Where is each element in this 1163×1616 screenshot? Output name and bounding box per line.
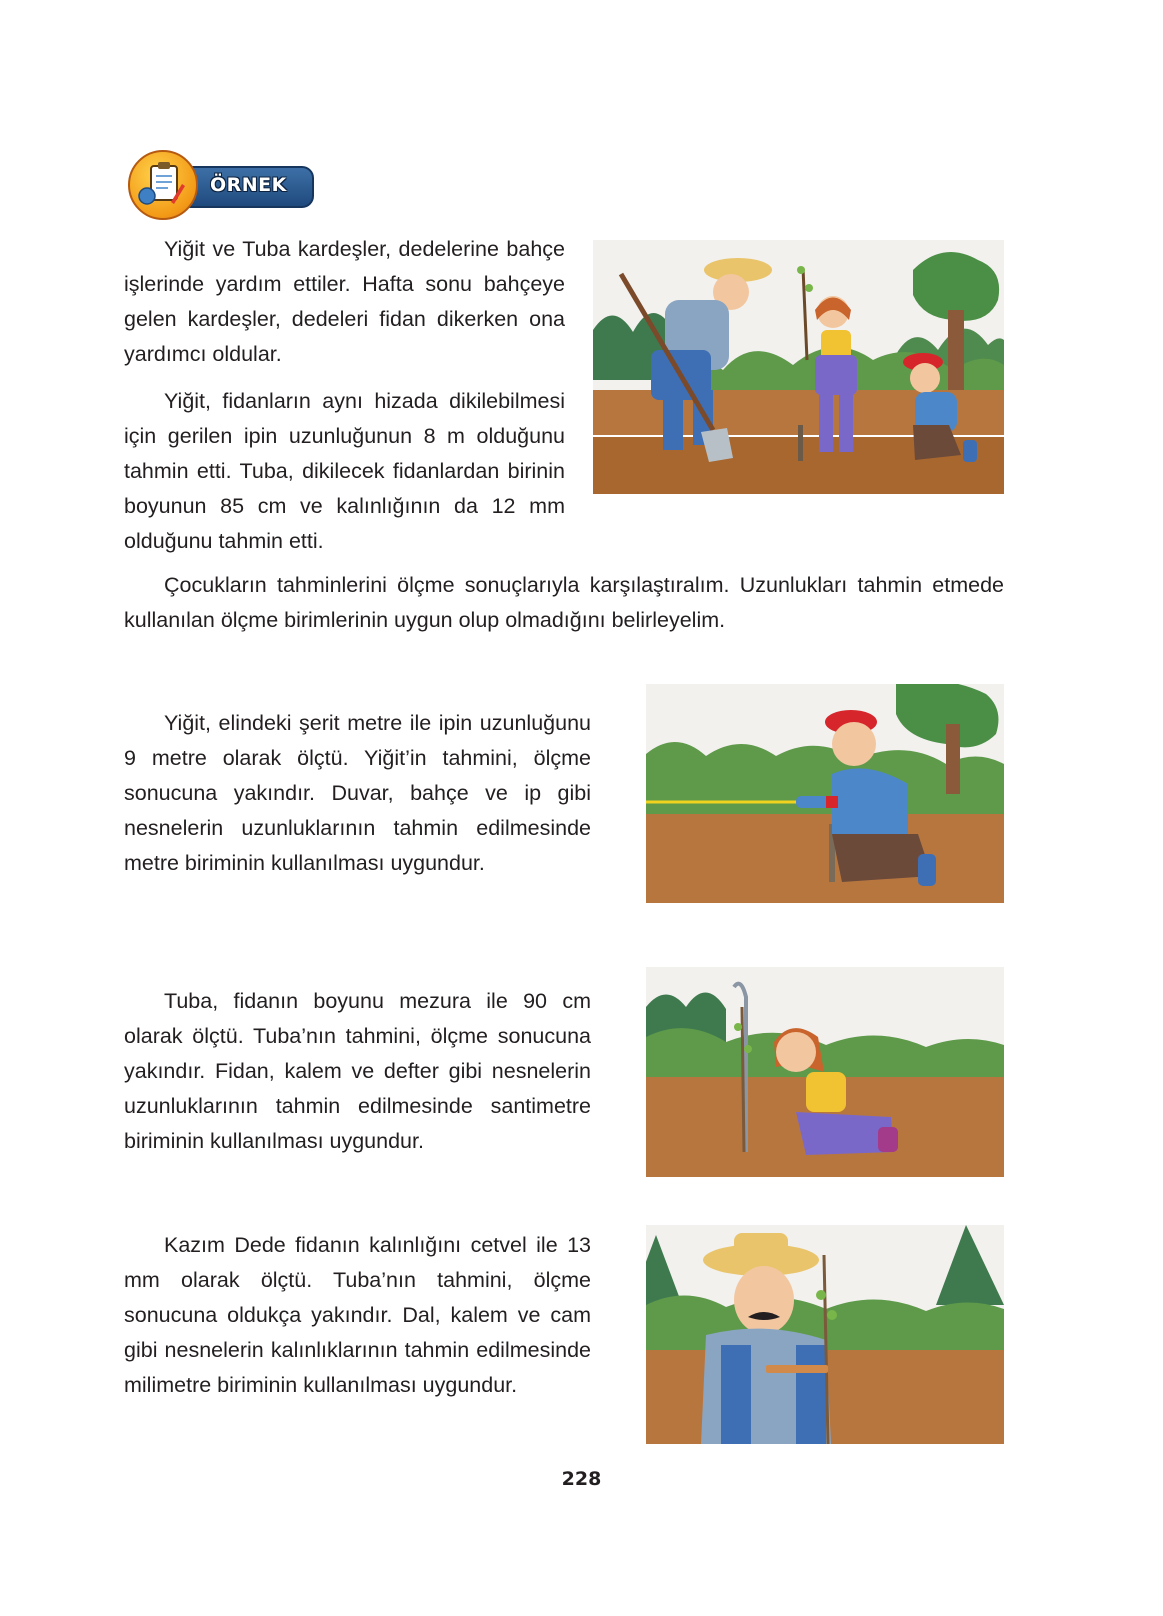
task-paragraph: Çocukların tahminlerini ölçme sonuçlarıyla karşılaştıralım. Uzunlukları tahmin etmede kullanılan ölçme birimlerinin uygun olup olmadığını belirleyelim. — [124, 573, 1004, 632]
badge-label: ÖRNEK — [210, 174, 287, 196]
clipboard-icon — [128, 150, 198, 220]
tape-measure-sapling-illustration — [646, 967, 1004, 1177]
garden-planting-illustration — [593, 240, 1004, 494]
tape-measure-illustration — [646, 684, 1004, 903]
intro-paragraph-1: Yiğit ve Tuba kardeşler, dedelerine bahçe işlerinde yardım ettiler. Hafta sonu bahçeye gelen kardeşler, dedeleri fidan dikerken ona yardımcı oldular. — [124, 237, 565, 366]
millimeter-paragraph: Kazım Dede fidanın kalınlığını cetvel ile 13 mm olarak ölçtü. Tuba’nın tahmini, ölçme sonucuna oldukça yakındır. Dal, kalem ve cam gibi nesnelerin kalınlıklarının tahmin edilmesinde milimetre biriminin kullanılması uygundur. — [124, 1233, 591, 1397]
ruler-thickness-illustration — [646, 1225, 1004, 1444]
meter-paragraph: Yiğit, elindeki şerit metre ile ipin uzunluğunu 9 metre olarak ölçtü. Yiğit’in tahmini, ölçme sonucuna yakındır. Duvar, bahçe ve ip gibi nesnelerin uzunluklarının tahmin edilmesinde metre biriminin kullanılması uygundur. — [124, 711, 591, 875]
example-badge — [128, 150, 313, 220]
intro-paragraph-2: Yiğit, fidanların aynı hizada dikilebilmesi için gerilen ipin uzunluğunun 8 m olduğunu tahmin etti. Tuba, dikilecek fidanlardan birinin boyunun 85 cm ve kalınlığının da 12 mm olduğunu tahmin etti. — [124, 389, 565, 553]
centimeter-paragraph: Tuba, fidanın boyunu mezura ile 90 cm olarak ölçtü. Tuba’nın tahmini, ölçme sonucuna yakındır. Fidan, kalem ve defter gibi nesnelerin uzunluklarının tahmin edilmesinde santimetre biriminin kullanılması uygundur. — [124, 989, 591, 1153]
page-number: 228 — [561, 1468, 602, 1490]
